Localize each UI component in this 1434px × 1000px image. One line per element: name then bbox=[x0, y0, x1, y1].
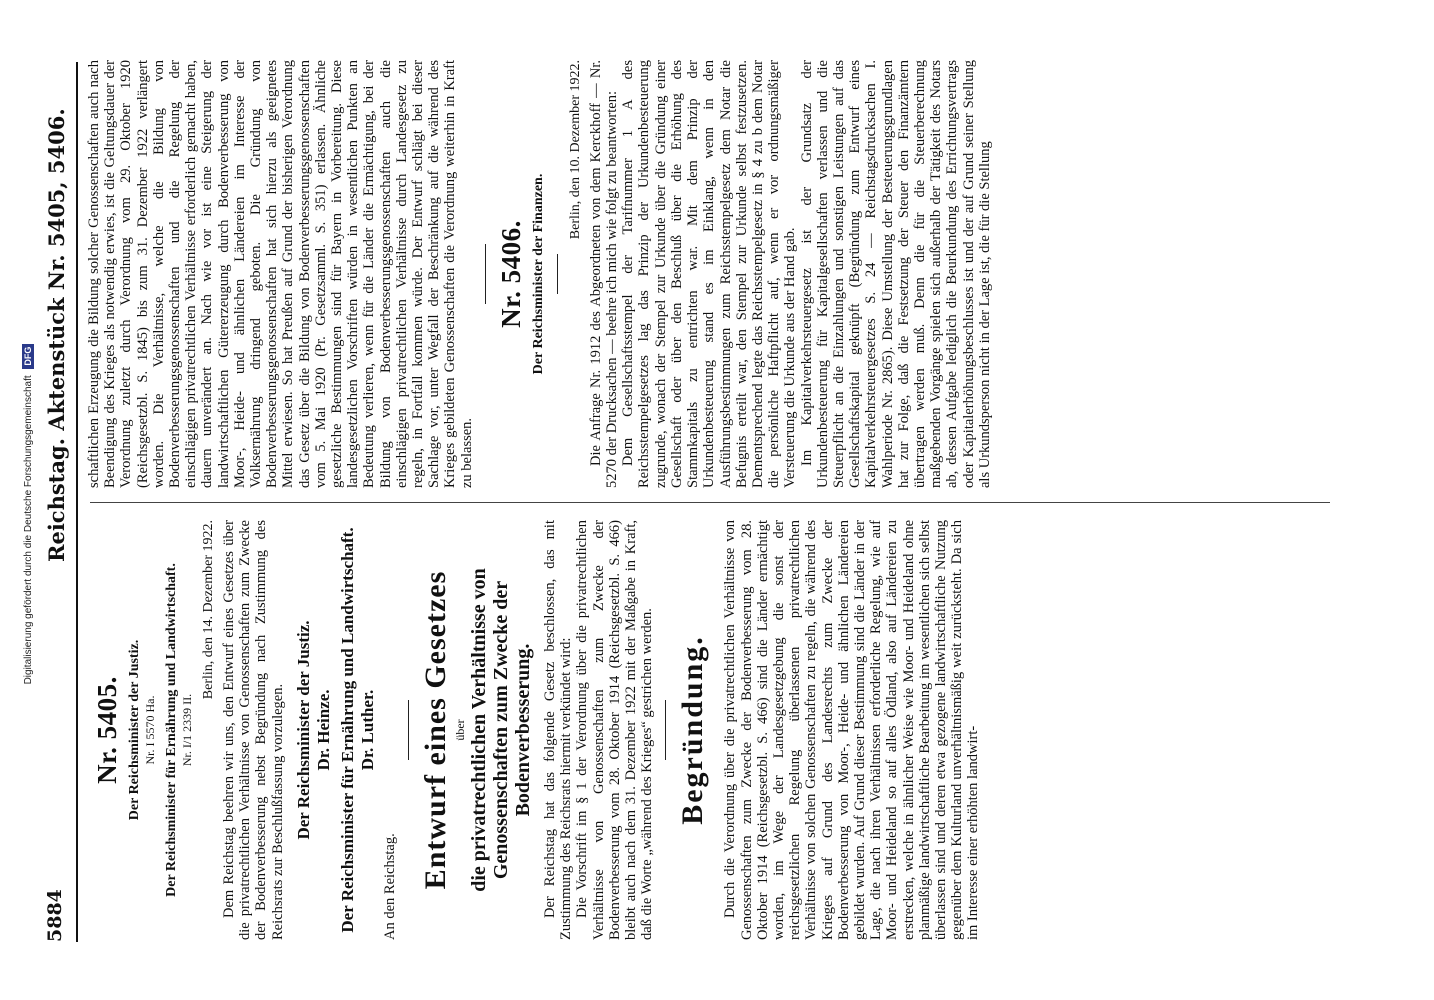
law-intro: Der Reichstag hat das folgende Gesetz beschlossen, das mit Zustimmung des Reichsrats hiermit verkündet wird: bbox=[542, 520, 575, 940]
separator-rule bbox=[557, 254, 558, 294]
left-column bbox=[86, 520, 1336, 940]
page-header bbox=[42, 62, 78, 942]
minister-justice-ref: Nr. I 5570 Ha. bbox=[143, 695, 157, 765]
signature-justice-title: Der Reichsminister der Justiz. bbox=[293, 620, 313, 840]
addressee: An den Reichstag. bbox=[381, 833, 398, 940]
begruendung-heading: Begründung. bbox=[676, 635, 710, 825]
draft-law-title: Entwurf eines Gesetzes bbox=[419, 570, 453, 890]
dfg-logo: DFG bbox=[22, 344, 34, 369]
separator-rule bbox=[408, 700, 409, 760]
footer-text: Digitalisierung gefördert durch die Deutsche Forschungsgemeinschaft bbox=[23, 375, 34, 685]
signature-food-title: Der Reichsminister für Ernährung und Landwirtschaft. bbox=[337, 527, 357, 933]
anfrage-paragraph: Die Anfrage Nr. 1912 des Abgeordneten von dem Kerckhoff — Nr. 5270 der Drucksachen — beehre ich mich wie folgt zu beantworten: bbox=[587, 60, 621, 488]
minister-food-ref: Nr. I/1 2339 II. bbox=[180, 693, 194, 767]
separator-rule bbox=[485, 244, 486, 304]
document-number-5406: Nr. 5406. bbox=[495, 220, 526, 328]
continued-text: schaftlichen Erzeugung die Bildung solcher Genossenschaften auch nach Beendigung des Krieges als notwendig erwies, ist die Geltungsdauer der Verordnung zuletzt durch Verordnung vom 29. Oktober 1920 (Reichsgesetzbl. S. 1845) bis zum 31. Dezember 1922 verlängert worden. Die Verhältnisse, welche die Bildung von Bodenverbesserungsgenossenschaften und die Regelung der einschlägigen privatrechtlichen Verhältnisse erforderlich gemacht haben, dauern unverändert an. Nach wie vor ist eine Steigerung der landwirtschaftlichen Gütererzeugung durch Bodenverbesserung von Moor-, Heide- und ähnlichen Ländereien im Interesse der Volksernährung dringend geboten. Die Gründung von Bodenverbesserungsgenossenschaften hat sich hierzu als geeignetes Mittel erwiesen. So hat Preußen auf Grund der bisherigen Verordnung das Gesetz über die Bildung von Bodenverbesserungsgenossenschaften vom 5. Mai 1920 (Pr. Gesetzsamml. S. 351) erlassen. Ähnliche gesetzliche Bestimmungen sind für Bayern in Vorbereitung. Diese landesgesetzlichen Vorschriften würden in wesentlichen Punkten an Bedeutung verlieren, wenn für die Länder die Ermächtigung, bei der Bildung von Bodenverbesserungsgenossenschaften auch die einschlägigen privatrechtlichen Verhältnisse durch Landesgesetz zu regeln, in Fortfall kommen würde. Der Entwurf schlägt bei dieser Sachlage vor, unter Wegfall der Beschränkung auf die während des Krieges gebildeten Genossenschaften die Verordnung weiterhin in Kraft zu belassen. bbox=[86, 60, 475, 488]
document-number-5405: Nr. 5405. bbox=[92, 676, 122, 784]
minister-food-heading: Der Reichsminister für Ernährung und Landwirtschaft. bbox=[164, 563, 179, 897]
answer-paragraph-2: Im Kapitalverkehrsteuergesetz ist der Grundsatz der Urkundenbesteuerung für Kapitalgesellschaften verlassen und die Steuerpflicht an die Einzahlungen und sonstigen Leistungen auf das Gesellschaftskapital geknüpft (Begründung zum Entwurf eines Kapitalverkehrsteuergesetzes S. 24 — Reichstagsdrucksachen I. Wahlperiode Nr. 2865). Diese Umstellung der Besteuerungsgrundlagen hat zur Folge, daß die Festsetzung der Steuer den Finanzämtern übertragen werden muß. Denn die für die Steuerberechnung maßgebenden Vorgänge spielen sich außerhalb der Tätigkeit des Notars ab, dessen Aufgabe lediglich die Beurkundung des Errichtungsvertrags oder Kapitalerhöhungsbeschlusses ist und der auf Grund seiner Stellung als Urkundsperson nicht in der Lage ist, die für die Stellung bbox=[798, 60, 993, 488]
answer-paragraph-1: Dem Gesellschaftsstempel der Tarifnummer 1 A des Reichsstempelgesetzes lag das Prinzip der Urkundenbesteuerung zugrunde, wonach der Stempel zur Urkunde über die Gründung einer Gesellschaft oder über den Beschluß über die Erhöhung des Stammkapitals zu entrichten war. Mit dem Prinzip der Urkundenbesteuerung stand es im Einklang, wenn in den Ausführungsbestimmungen zum Reichsstempelgesetz dem Notar die Befugnis erteilt war, den Stempel zur Urkunde selbst festzusetzen. Dementsprechend legte das Reichsstempelgesetz in § 4 zu b dem Notar die persönliche Haftpflicht auf, wenn er vor ordnungsmäßiger Versteuerung die Urkunde aus der Hand gab. bbox=[620, 60, 799, 488]
right-column bbox=[86, 60, 1336, 488]
draft-law-subtitle: die privatrechtlichen Verhältnisse von Genossenschaften zum Zwecke der Bodenverbesserung. bbox=[468, 568, 535, 892]
signature-justice-name: Dr. Heinze. bbox=[313, 689, 333, 771]
place-date-5405: Berlin, den 14. Dezember 1922. bbox=[201, 520, 216, 700]
column-divider bbox=[90, 502, 1330, 503]
separator-rule bbox=[665, 700, 666, 760]
place-date-5406: Berlin, den 10. Dezember 1922. bbox=[567, 60, 583, 240]
draft-law-ueber: über bbox=[453, 719, 468, 741]
minister-justice-heading: Der Reichsminister der Justiz. bbox=[127, 639, 142, 821]
signature-food-name: Dr. Luther. bbox=[357, 689, 377, 771]
law-text: Die Vorschrift im § 1 der Verordnung über die privatrechtlichen Verhältnisse von Genossenschaften zum Zwecke der Bodenverbesserung vom 28. Oktober 1914 (Reichsgesetzbl. S. 466) bleibt auch nach dem 31. Dezember 1922 mit der Maßgabe in Kraft, daß die Worte „während des Krieges“ gestrichen werden. bbox=[574, 520, 656, 940]
page-number: 5884 bbox=[44, 889, 66, 942]
cover-letter: Dem Reichstag beehren wir uns, den Entwurf eines Gesetzes über die privatrechtlichen Verhältnisse von Genossenschaften zum Zwecke der Bodenverbesserung nebst Begründung nach Zustimmung des Reichsrats zur Beschlußfassung vorzulegen. bbox=[221, 520, 286, 940]
digitization-footer bbox=[22, 28, 34, 1000]
running-title: Reichstag. Aktenstück Nr. 5405, 5406. bbox=[44, 108, 69, 562]
minister-finance-heading: Der Reichsminister der Finanzen. bbox=[530, 173, 546, 375]
begruendung-text: Durch die Verordnung über die privatrechtlichen Verhältnisse von Genossenschaften zum Zwecke der Bodenverbesserung vom 28. Oktober 1914 (Reichsgesetzbl. S. 466) sind die Länder ermächtigt worden, im Wege der Landesgesetzgebung die sonst der reichsgesetzlichen Regelung überlassenen privatrechtlichen Verhältnisse von solchen Genossenschaften zu regeln, die während des Krieges auf Grund des Landesrechts zum Zwecke der Bodenverbesserung von Moor-, Heide- und ähnlichen Ländereien gebildet wurden. Auf Grund dieser Bestimmung sind die Länder in der Lage, die nach ihren Verhältnissen erforderliche Regelung, wie auf Moor- und Heideland so auf alles Ödland, also auf Ländereien zu erstrecken, welche in ähnlicher Weise wie Moor- und Heideland ohne planmäßige landwirtschaftliche Bearbeitung im wesentlichen sich selbst überlassen sind und deren etwa gezogene landwirtschaftliche Nutzung gegenüber dem Kulturland unverhältnismäßig weit zurücksteht. Da sich im Interesse einer erhöhten landwirt- bbox=[722, 520, 982, 940]
